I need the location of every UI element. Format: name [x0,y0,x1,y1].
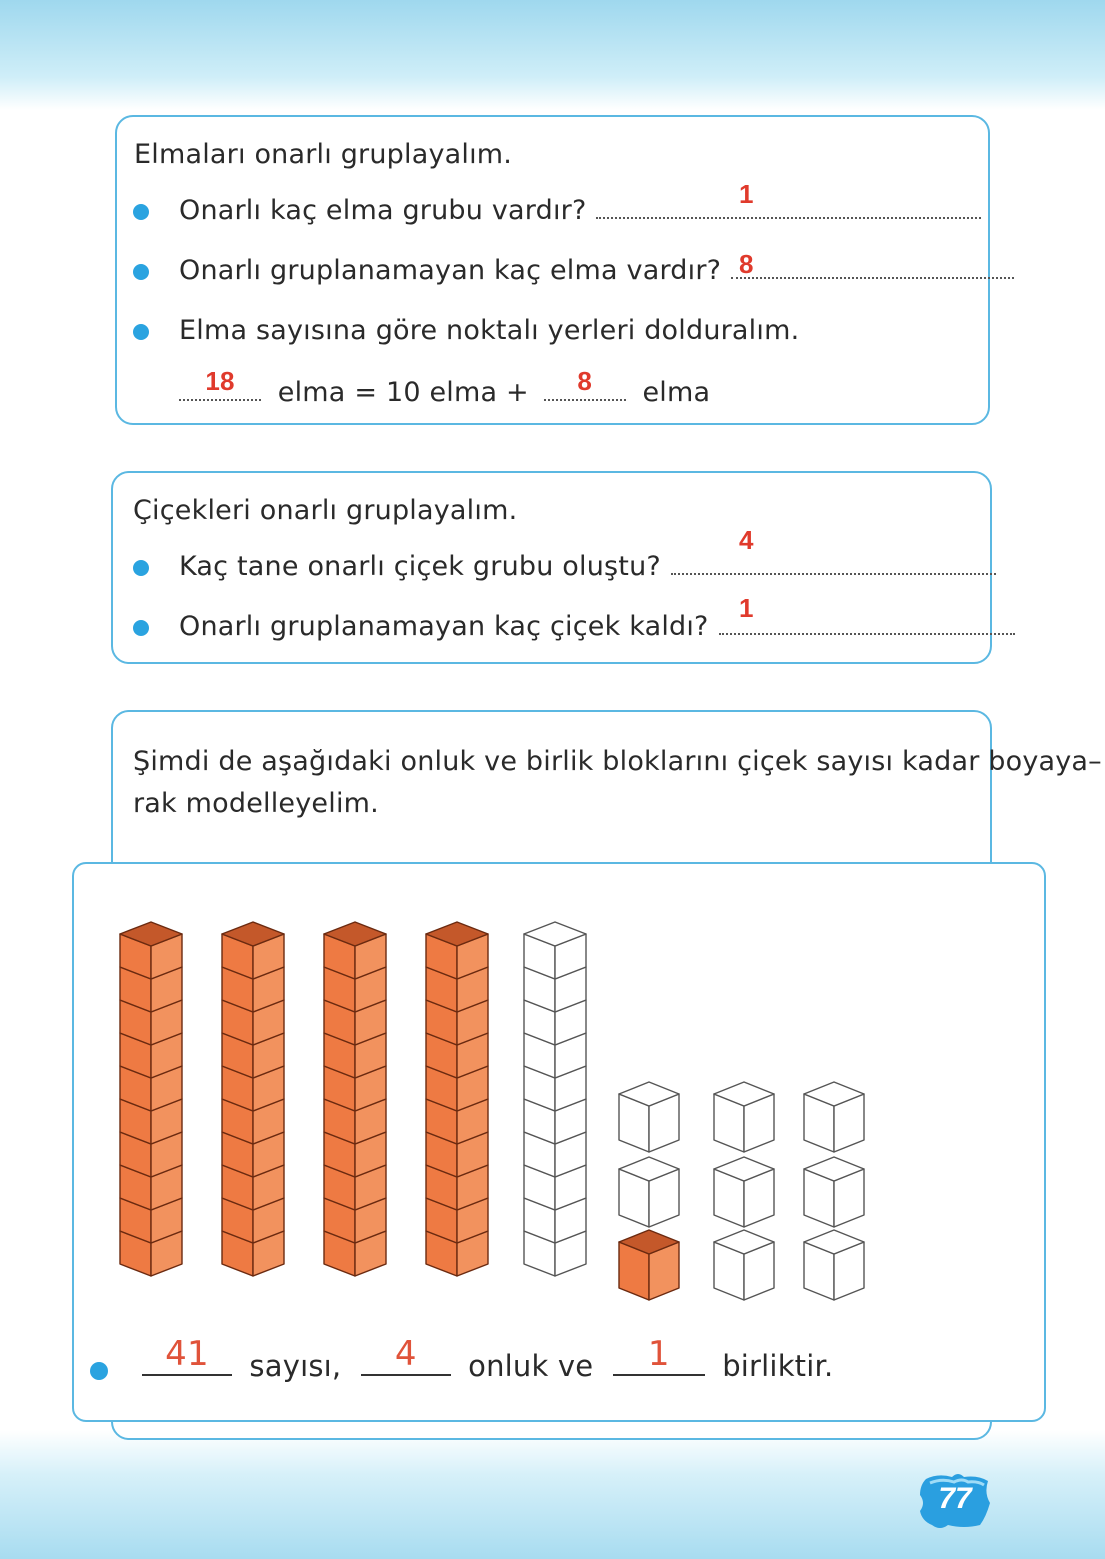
apple-answer-2: 8 [739,249,754,279]
flower-question-1-text: Kaç tane onarlı çiçek grubu oluştu? [179,551,661,582]
unit-cube-1[interactable] [619,1082,679,1152]
equation-blank-2[interactable]: 8 [544,375,626,401]
unit-cube-3[interactable] [619,1230,679,1300]
base-ten-blocks [74,864,1044,1304]
page-number-badge [918,1473,992,1529]
flower-question-2-text: Onarlı gruplanamayan kaç çiçek kaldı? [179,611,709,642]
apple-question-3: Elma sayısına göre noktalı yerleri dolduralım. [179,315,800,346]
answer-dotted-line [596,216,981,219]
unit-cube-8[interactable] [804,1157,864,1227]
unit-cube-9[interactable] [804,1230,864,1300]
ten-rod-5[interactable] [524,922,586,1276]
unit-cube-2[interactable] [619,1157,679,1227]
ten-rod-4[interactable] [426,922,488,1276]
modelling-instruction-line-1: Şimdi de aşağıdaki onluk ve birlik bloklarını çiçek sayısı kadar boyaya– [133,746,1102,777]
bullet-icon [133,264,149,280]
flower-question-1 [179,551,996,582]
bullet-icon [90,1362,108,1380]
word-birliktir: birliktir. [722,1349,834,1383]
answer-dotted-line [731,276,1014,279]
apple-question-2-text: Onarlı gruplanamayan kaç elma vardır? [179,255,722,286]
unit-cube-7[interactable] [804,1082,864,1152]
unit-cube-5[interactable] [714,1157,774,1227]
word-sayisi: sayısı, [249,1349,342,1383]
equation-blank-1[interactable]: 18 [179,375,261,401]
equation-middle-text: elma = 10 elma + [277,377,529,408]
ten-rod-3[interactable] [324,922,386,1276]
number-blank[interactable]: 41 [142,1346,232,1376]
apple-question-2 [179,255,1014,286]
unit-cube-6[interactable] [714,1230,774,1300]
answer-dotted-line [671,572,996,575]
apple-answer-1: 1 [739,179,754,209]
bullet-icon [133,620,149,636]
header-band [0,0,1105,110]
ten-rod-2[interactable] [222,922,284,1276]
bullet-icon [133,204,149,220]
word-onluk-ve: onluk ve [468,1349,594,1383]
place-value-sentence [142,1334,834,1383]
apple-title: Elmaları onarlı gruplayalım. [134,139,513,170]
equation-end-text: elma [642,377,711,408]
modelling-instruction-line-2: rak modelleyelim. [133,788,379,819]
bullet-icon [133,560,149,576]
tens-blank[interactable]: 4 [361,1346,451,1376]
apple-question-1-text: Onarlı kaç elma grubu vardır? [179,195,587,226]
ones-blank[interactable]: 1 [613,1346,705,1376]
flower-grouping-box [111,471,992,664]
apple-question-1 [179,195,981,226]
blocks-panel [72,862,1046,1422]
flower-question-2 [179,611,1015,642]
flower-answer-1: 4 [739,525,754,555]
apple-grouping-box [115,115,990,425]
answer-dotted-line [719,632,1015,635]
apple-equation [179,366,711,408]
page-number: 77 [938,1482,972,1515]
unit-cube-4[interactable] [714,1082,774,1152]
flower-title: Çiçekleri onarlı gruplayalım. [133,495,518,526]
ten-rod-1[interactable] [120,922,182,1276]
flower-answer-2: 1 [739,593,754,623]
bullet-icon [133,324,149,340]
